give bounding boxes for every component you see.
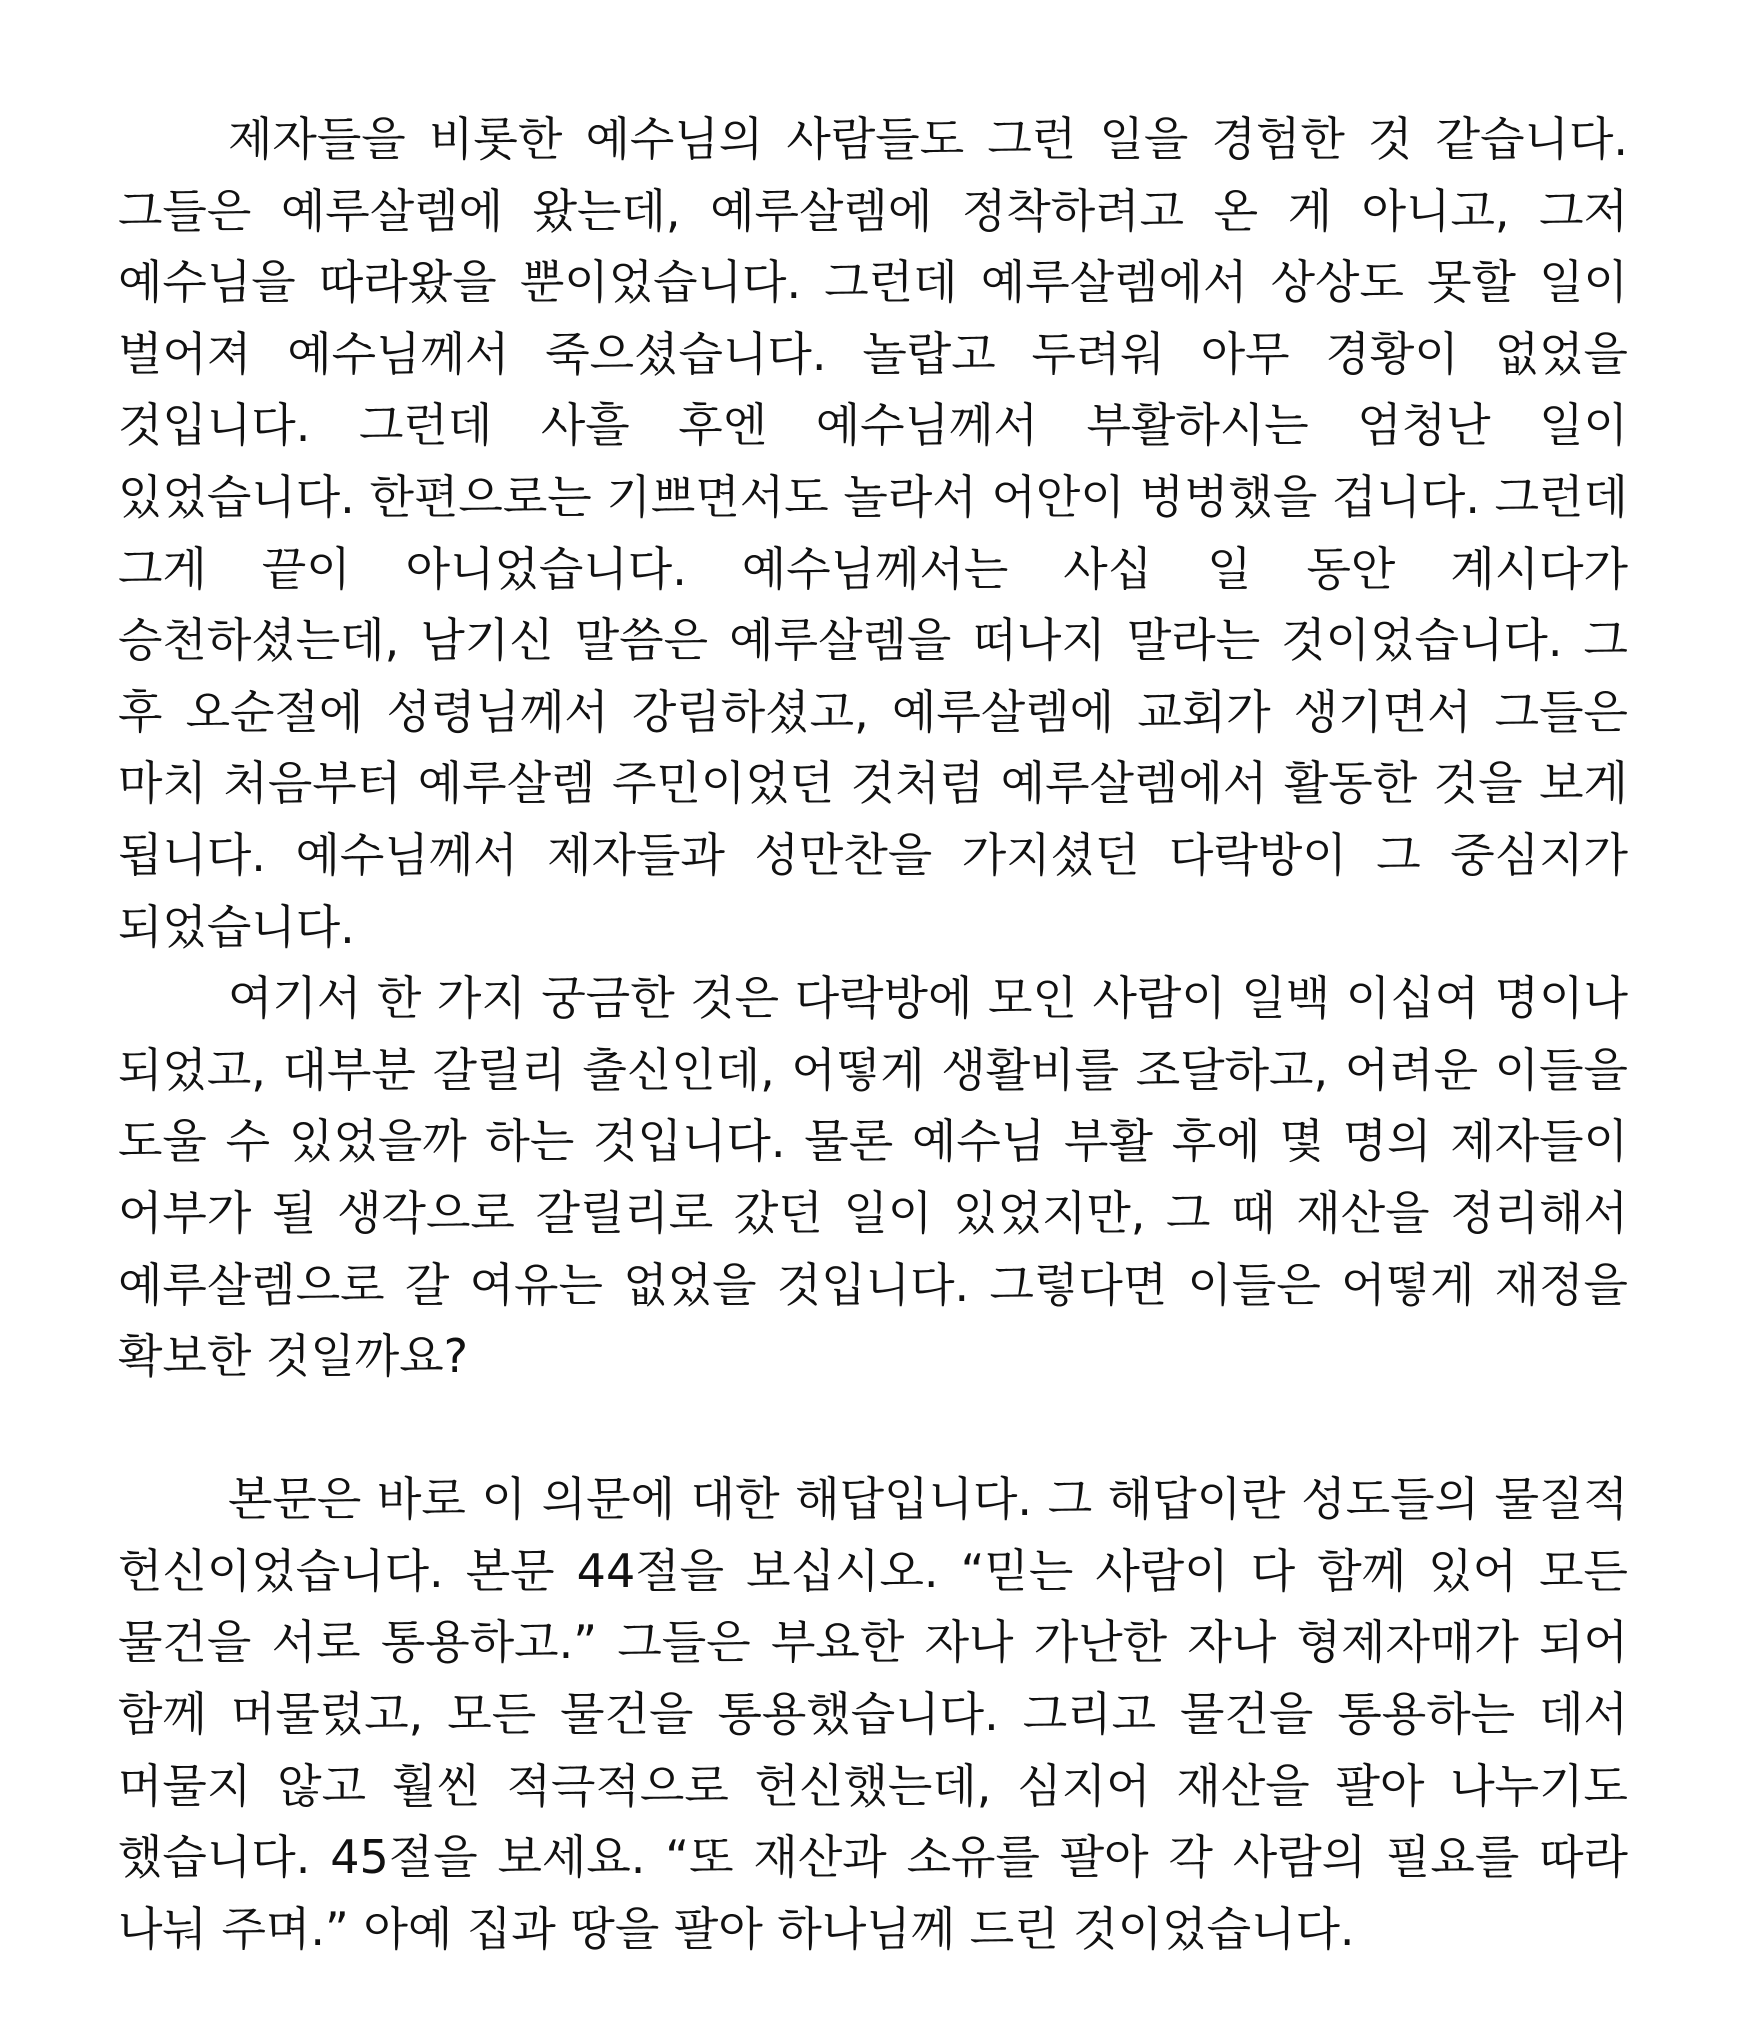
document-page [118, 104, 1628, 1965]
paragraph-spacer [118, 1393, 1628, 1465]
paragraph-2: 여기서 한 가지 궁금한 것은 다락방에 모인 사람이 일백 이십여 명이나 되었고, 대부분 갈릴리 출신인데, 어떻게 생활비를 조달하고, 어려운 이들을 도울 수 있었을까 하는 것입니다. 물론 예수님 부활 후에 몇 명의 제자들이 어부가 될 생각으로 갈릴리로 갔던 일이 있었지만, 그 때 재산을 정리해서 예루살렘으로 갈 여유는 없었을 것입니다. 그렇다면 이들은 어떻게 재정을 확보한 것일까요? [118, 971, 1628, 1384]
paragraph-1: 제자들을 비롯한 예수님의 사람들도 그런 일을 경험한 것 같습니다. 그들은 예루살렘에 왔는데, 예루살렘에 정착하려고 온 게 아니고, 그저 예수님을 따라왔을 뿐이었습니다. 그런데 예루살렘에서 상상도 못할 일이 벌어져 예수님께서 죽으셨습니다. 놀랍고 두려워 아무 경황이 없었을 것입니다. 그런데 사흘 후엔 예수님께서 부활하시는 엄청난 일이 있었습니다. 한편으로는 기쁘면서도 놀라서 어안이 벙벙했을 겁니다. 그런데 그게 끝이 아니었습니다. 예수님께서는 사십 일 동안 계시다가 승천하셨는데, 남기신 말씀은 예루살렘을 떠나지 말라는 것이었습니다. 그 후 오순절에 성령님께서 강림하셨고, 예루살렘에 교회가 생기면서 그들은 마치 처음부터 예루살렘 주민이었던 것처럼 예루살렘에서 활동한 것을 보게 됩니다. 예수님께서 제자들과 성만찬을 가지셨던 다락방이 그 중심지가 되었습니다. [118, 112, 1628, 954]
paragraph-3: 본문은 바로 이 의문에 대한 해답입니다. 그 해답이란 성도들의 물질적 헌신이었습니다. 본문 44절을 보십시오. “믿는 사람이 다 함께 있어 모든 물건을 서로 통용하고.” 그들은 부요한 자나 가난한 자나 형제자매가 되어 함께 머물렀고, 모든 물건을 통용했습니다. 그리고 물건을 통용하는 데서 머물지 않고 훨씬 적극적으로 헌신했는데, 심지어 재산을 팔아 나누기도 했습니다. 45절을 보세요. “또 재산과 소유를 팔아 각 사람의 필요를 따라 나눠 주며.” 아예 집과 땅을 팔아 하나님께 드린 것이었습니다. [118, 1472, 1628, 1956]
